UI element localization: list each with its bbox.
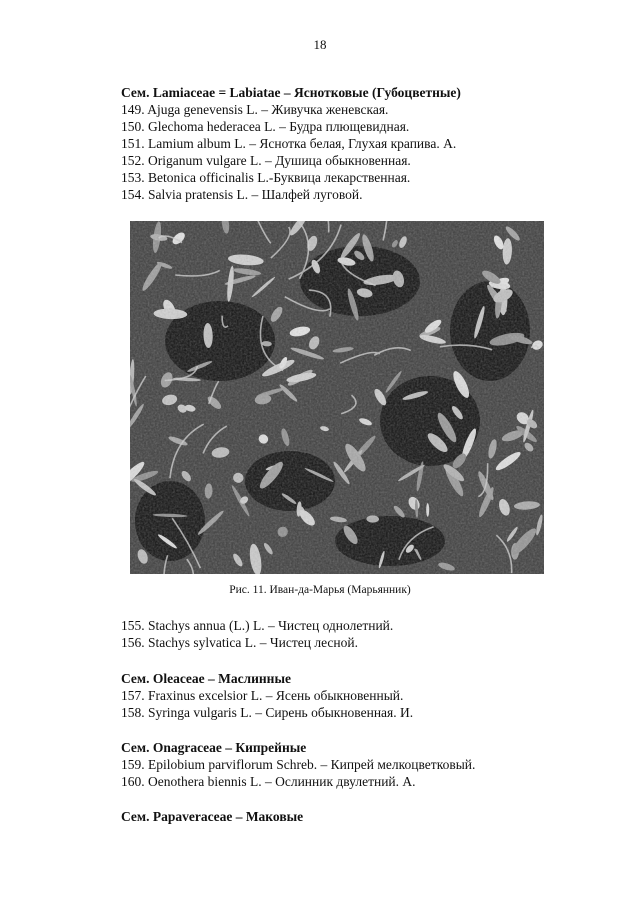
page-number: 18	[313, 37, 327, 52]
section-heading: Сем. Onagraceae – Кипрейные	[121, 740, 307, 755]
species-entry: 149. Ajuga genevensis L. – Живучка женевская.	[121, 102, 389, 117]
section-lamiaceae	[121, 84, 591, 203]
species-entry: 151. Lamium album L. – Яснотка белая, Глухая крапива. А.	[121, 136, 457, 151]
section-heading: Сем. Lamiaceae = Labiatae – Яснотковые (Губоцветные)	[121, 85, 461, 100]
species-entry: 159. Epilobium parviflorum Schreb. – Кипрей мелкоцветковый.	[121, 757, 476, 772]
section-heading: Сем. Papaveraceae – Маковые	[121, 809, 304, 824]
species-entry: 150. Glechoma hederacea L. – Будра плющевидная.	[121, 119, 410, 134]
species-entry: 156. Stachys sylvatica L. – Чистец лесной.	[121, 635, 358, 650]
species-entry: 160. Oenothera biennis L. – Ослинник двулетний. А.	[121, 774, 416, 789]
plant-photo-image	[130, 221, 544, 574]
section-stachys	[121, 617, 591, 651]
section-oleaceae	[121, 670, 591, 721]
species-entry: 158. Syringa vulgaris L. – Сирень обыкновенная. И.	[121, 705, 414, 720]
plant-photo	[130, 221, 544, 574]
species-entry: 152. Origanum vulgare L. – Душица обыкновенная.	[121, 153, 411, 168]
species-entry: 157. Fraxinus excelsior L. – Ясень обыкновенный.	[121, 688, 404, 703]
species-entry: 155. Stachys annua (L.) L. – Чистец однолетний.	[121, 618, 394, 633]
section-onagraceae	[121, 739, 591, 790]
species-entry: 154. Salvia pratensis L. – Шалфей луговой.	[121, 187, 363, 202]
section-heading: Сем. Oleaceae – Маслинные	[121, 671, 291, 686]
figure-caption: Рис. 11. Иван-да-Марья (Марьянник)	[229, 584, 411, 596]
species-entry: 153. Betonica officinalis L.-Буквица лекарственная.	[121, 170, 411, 185]
section-papaveraceae	[121, 808, 591, 825]
